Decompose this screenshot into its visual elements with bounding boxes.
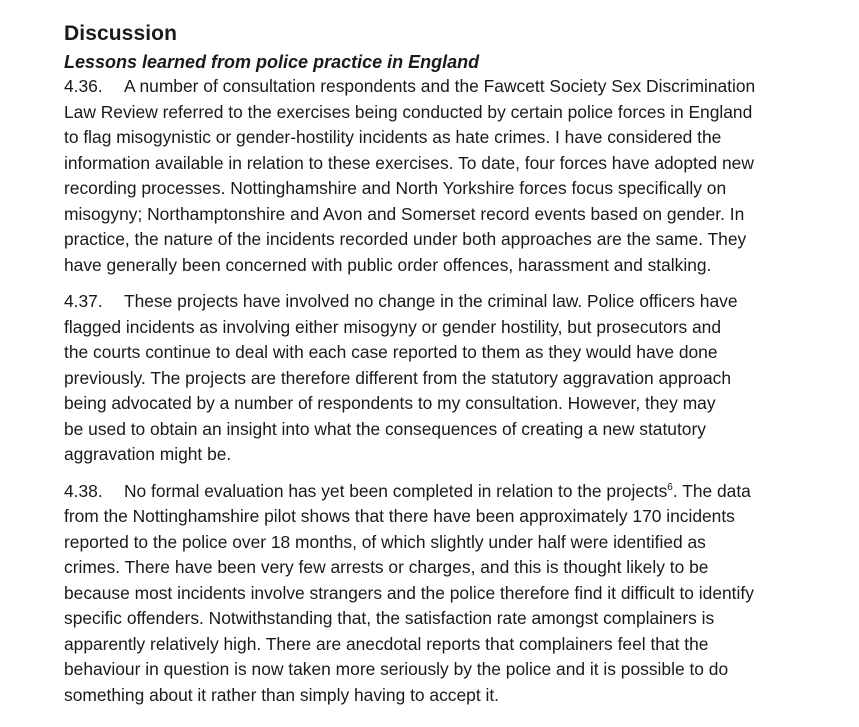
paragraph-line: . The data [672,480,751,501]
paragraph-line: No formal evaluation has yet been completed in relation to the projects [124,480,668,501]
section-subheading: Lessons learned from police practice in England [64,52,480,72]
paragraph-line: crimes. There have been very few arrests or charges, and this is thought likely to be [64,557,709,577]
section-heading: Discussion [64,22,178,45]
paragraph-line: the courts continue to deal with each case reported to them as they would have done [64,342,718,362]
paragraph-line: flagged incidents as involving either misogyny or gender hostility, but prosecutors and [64,316,722,337]
paragraph-4-38 [64,479,824,709]
paragraph-number: 4.37. [64,291,103,311]
paragraph-line: These projects have involved no change in the criminal law. Police officers have [124,291,738,311]
paragraph-line: being advocated by a number of respondents to my consultation. However, they may [64,393,716,413]
paragraph-line: have generally been concerned with public order offences, harassment and stalking. [64,254,712,275]
paragraph-line: A number of consultation respondents and the Fawcett Society Sex Discrimination [124,76,756,96]
paragraph-number: 4.38. [64,480,103,501]
paragraph-line: apparently relatively high. There are anecdotal reports that complainers feel that the [64,633,709,654]
paragraph-line: because most incidents involve strangers and the police therefore find it difficult to identify [64,582,754,603]
paragraph-line: information available in relation to these exercises. To date, four forces have adopted new [64,152,754,173]
paragraph-line: from the Nottinghamshire pilot shows that there have been approximately 170 incidents [64,506,735,526]
paragraph-line: aggravation might be. [64,444,232,464]
paragraph-line: practice, the nature of the incidents recorded under both approaches are the same. They [64,229,747,249]
paragraph-line: reported to the police over 18 months, of which slightly under half were identified as [64,531,706,552]
paragraph-number: 4.36. [64,76,103,96]
paragraph-line: behaviour in question is now taken more seriously by the police and it is possible to do [64,659,729,679]
paragraph-line: specific offenders. Notwithstanding that, the satisfaction rate amongst complainers is [64,608,715,628]
paragraph-line: be used to obtain an insight into what the consequences of creating a new statutory [64,418,706,439]
paragraph-line: something about it rather than simply having to accept it. [64,684,500,705]
paragraph-4-36 [64,74,824,278]
document-page [64,20,824,708]
paragraph-line: recording processes. Nottinghamshire and North Yorkshire forces focus specifically on [64,178,727,198]
paragraph-line: misogyny; Northamptonshire and Avon and Somerset record events based on gender. In [64,203,745,224]
paragraph-line: Law Review referred to the exercises being conducted by certain police forces in England [64,101,753,122]
paragraph-line: previously. The projects are therefore different from the statutory aggravation approach [64,367,732,388]
footnote-reference[interactable]: 6 [667,481,673,493]
paragraph-4-37 [64,289,824,468]
paragraph-line: to flag misogynistic or gender-hostility incidents as hate crimes. I have considered the [64,127,722,147]
